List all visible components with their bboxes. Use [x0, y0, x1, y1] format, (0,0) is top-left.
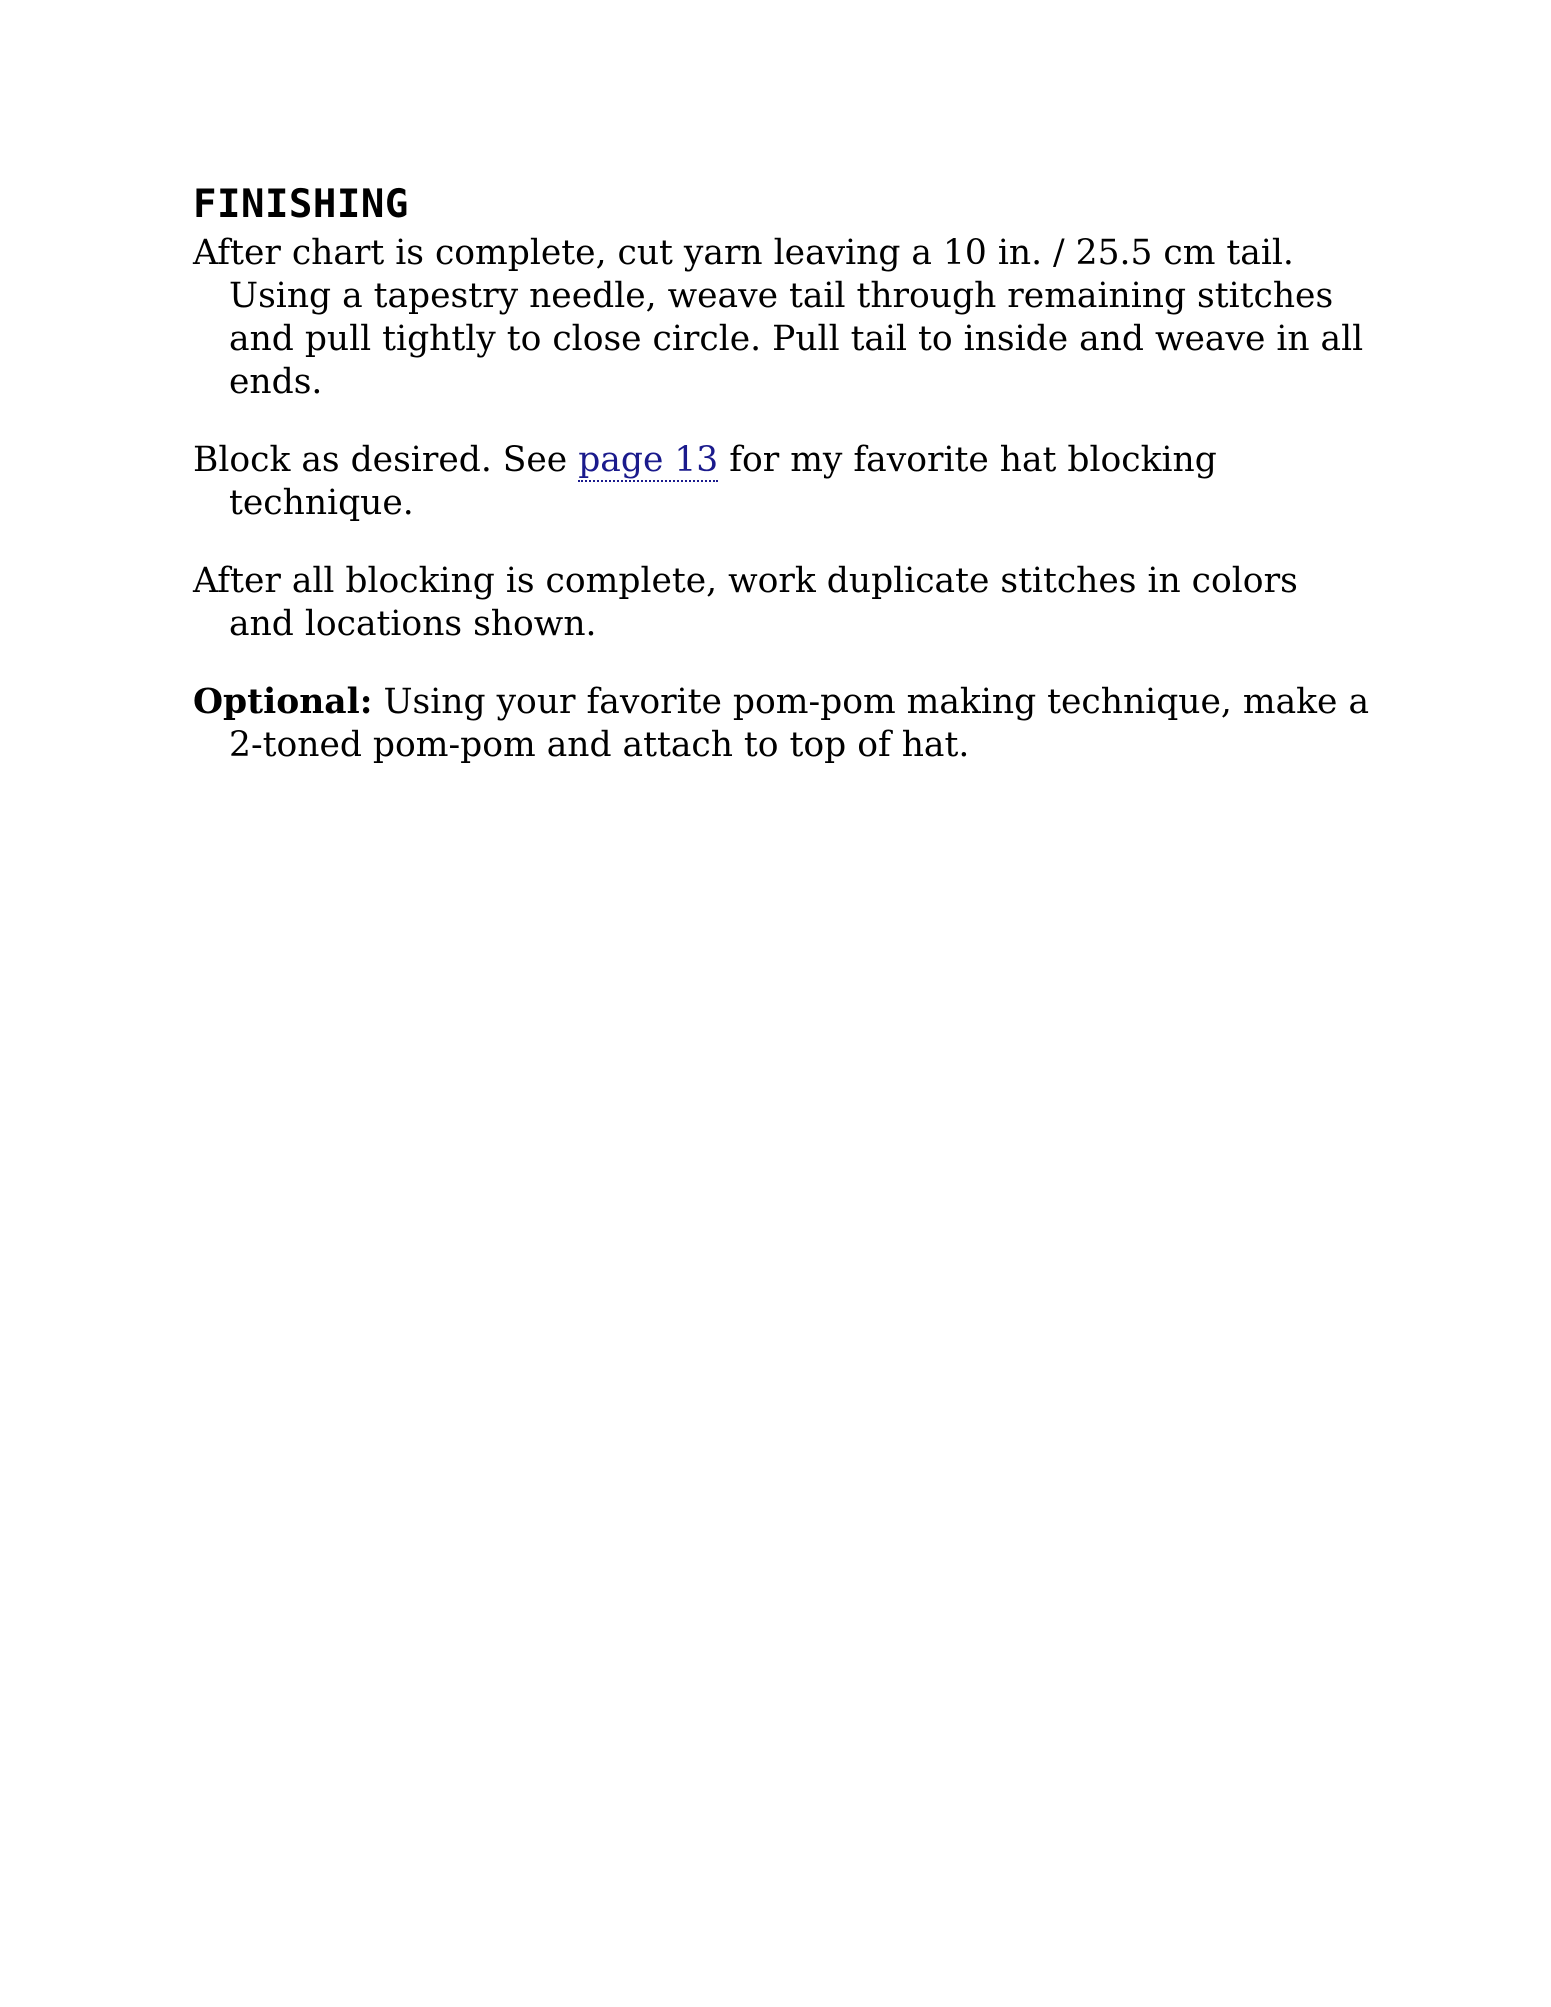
- paragraph-duplicate-stitches-text: After all blocking is complete, work duplicate stitches in colors and locations shown.: [193, 561, 1298, 644]
- paragraph-blocking-text-before: Block as desired. See: [193, 440, 579, 480]
- paragraph-cut-yarn: [193, 232, 1373, 404]
- optional-label: Optional:: [193, 682, 373, 722]
- section-heading: FINISHING: [193, 182, 409, 227]
- paragraph-optional-pompom-text: Using your favorite pom-pom making technique, make a 2-toned pom-pom and attach to top of hat.: [229, 682, 1370, 765]
- paragraph-blocking-text-after: for my favorite hat blocking technique.: [229, 440, 1217, 523]
- paragraph-optional-pompom: [193, 681, 1373, 767]
- page-content: [193, 178, 1373, 802]
- paragraph-blocking: [193, 439, 1373, 525]
- paragraph-cut-yarn-text: After chart is complete, cut yarn leaving a 10 in. / 25.5 cm tail. Using a tapestry needle, weave tail through remaining stitches and pull tightly to close circle. Pull tail to inside and weave in all ends.: [193, 233, 1364, 402]
- paragraph-duplicate-stitches: [193, 560, 1373, 646]
- page-13-link[interactable]: page 13: [578, 440, 719, 480]
